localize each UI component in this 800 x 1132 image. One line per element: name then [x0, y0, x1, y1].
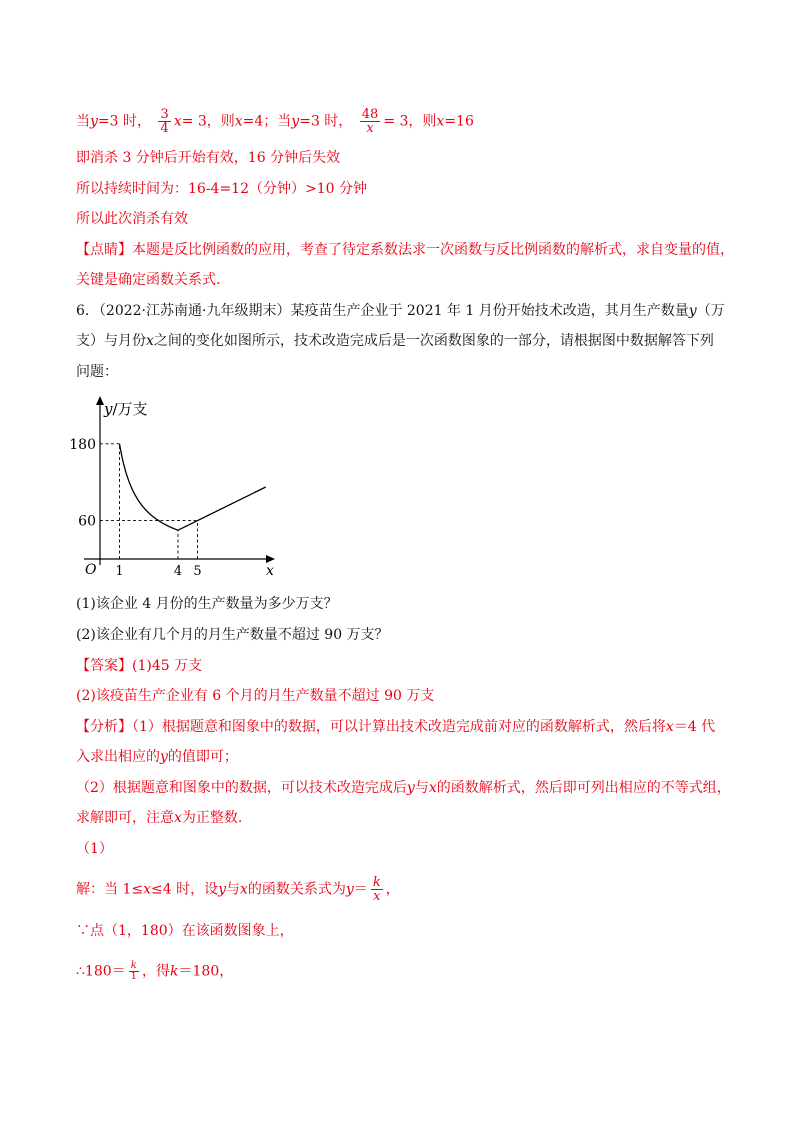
x-axis-label: x [266, 563, 274, 579]
fraction-k-over-1: $\frac{k}{1}$ [130, 960, 138, 982]
inverse-proportion-curve [120, 444, 179, 530]
x-axis-arrow [266, 555, 275, 563]
solution-step-2: ∵点（1，180）在该函数图象上， [76, 923, 294, 939]
solution-line-effective-window: 即消杀 3 分钟后开始有效，16 分钟后失效 [76, 150, 341, 166]
solution-part-label: （1） [76, 841, 113, 857]
production-chart [69, 392, 286, 582]
analysis-line-1: 【分析】（1）根据题意和图象中的数据，可以计算出技术改造完成前对应的函数解析式，然后将x＝4 代 [76, 719, 716, 735]
chart-curves [120, 444, 266, 530]
question-line-2: 支）与月份x之间的变化如图所示，技术改造完成后是一次函数图象的一部分，请根据图中数据解答下列 [76, 333, 714, 349]
analysis-line-2: 入求出相应的y的值即可； [76, 749, 238, 765]
solution-line-conclusion: 所以此次消杀有效 [76, 211, 188, 227]
y-tick-60: 60 [78, 513, 96, 530]
x-tick-1: 1 [115, 564, 124, 579]
answer-line-1: 【答案】(1)45 万支 [76, 658, 203, 674]
question-line-1: 6．（2022·江苏南通·九年级期末）某疫苗生产企业于 2021 年 1 月份开始技术改造，其月生产数量y（万 [76, 303, 725, 319]
analysis-line-3: （2）根据题意和图象中的数据，可以技术改造完成后y与x的函数解析式，然后即可列出相应的不等式组， [76, 780, 731, 796]
subquestion-1: (1)该企业 4 月份的生产数量为多少万支？ [76, 596, 338, 612]
chart-axes [84, 396, 275, 565]
origin-label: O [85, 562, 97, 578]
y-axis-label: y/万支 [104, 400, 148, 418]
fraction-three-quarters: $\frac{3}{4}$ [160, 107, 169, 136]
solution-line-duration: 所以持续时间为：16-4=12（分钟）>10 分钟 [76, 181, 367, 197]
solution-step-1: 解：当 1≤x≤4 时，设y与x的函数关系式为y＝ $\frac{k}{x}$ ， [76, 875, 400, 904]
remark-line-2: 关键是确定函数关系式. [76, 272, 221, 288]
subquestion-2: (2)该企业有几个月的月生产数量不超过 90 万支？ [76, 627, 389, 643]
analysis-line-4: 求解即可，注意x为正整数. [76, 810, 243, 826]
answer-line-2: (2)该疫苗生产企业有 6 个月的月生产数量不超过 90 万支 [76, 688, 435, 704]
fraction-k-over-x: $\frac{k}{x}$ [372, 875, 381, 904]
remark-line-1: 【点睛】本题是反比例函数的应用，考查了待定系数法求一次函数与反比例函数的解析式，求自变量的值， [76, 242, 734, 258]
question-line-3: 问题： [76, 364, 118, 380]
x-tick-5: 5 [193, 564, 202, 579]
x-tick-4: 4 [173, 564, 183, 579]
solution-line-condition: 当y=3 时， $\frac{3}{4}$ x= 3，则x=4；当y=3 时， $\frac{48}{x}$ = 3，则x=16 [76, 107, 474, 136]
fraction-48-over-x: $\frac{48}{x}$ [361, 107, 379, 136]
linear-function-line [178, 487, 266, 530]
chart-dashed-guides [100, 444, 198, 559]
y-tick-180: 180 [69, 436, 96, 453]
y-axis-arrow [96, 396, 104, 405]
solution-step-3: ∴180＝ $\frac{k}{1}$ ，得k＝180， [76, 960, 234, 982]
